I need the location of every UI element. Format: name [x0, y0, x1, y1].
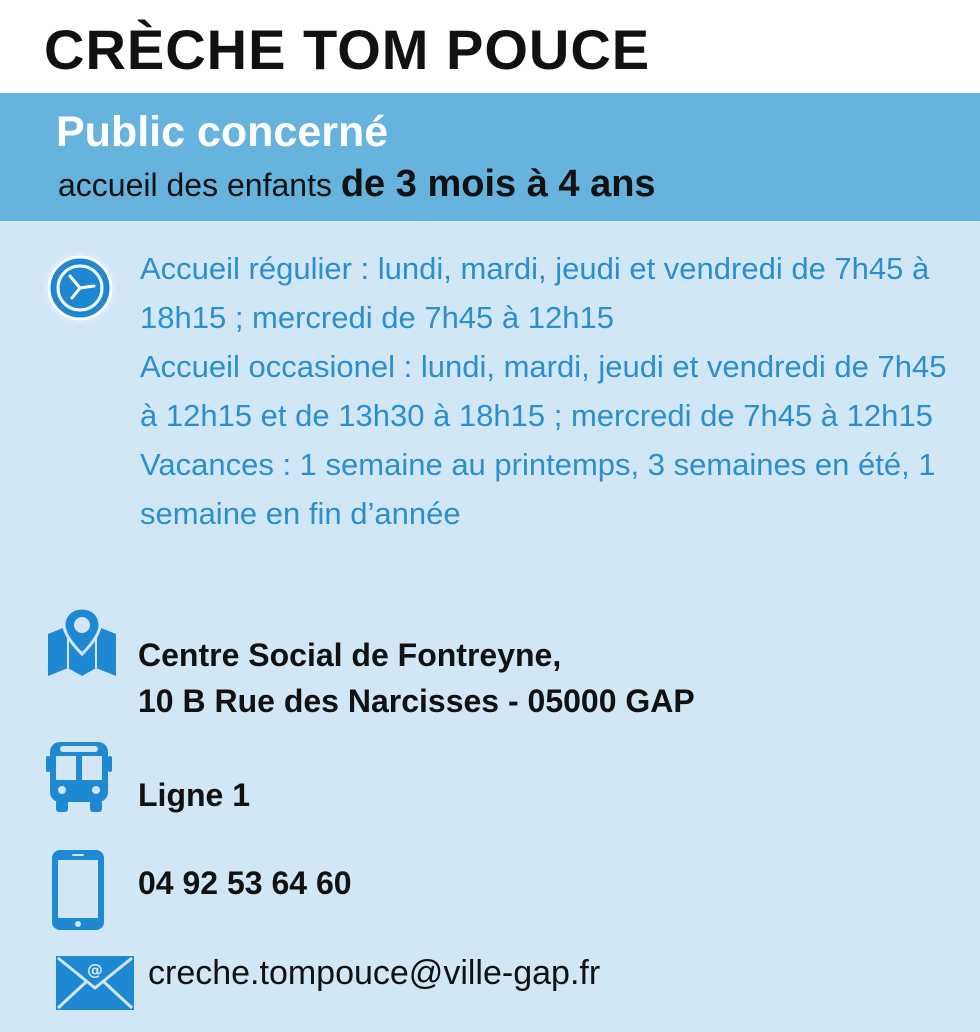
map-pin-icon	[46, 604, 118, 678]
clock-icon	[42, 250, 118, 326]
public-age-range: de 3 mois à 4 ans	[340, 163, 656, 205]
email-address[interactable]: creche.tompouce@ville-gap.fr	[148, 954, 601, 992]
page-title: CRÈCHE TOM POUCE	[44, 18, 651, 81]
envelope-icon	[54, 954, 136, 1012]
address	[138, 632, 695, 724]
public-subtitle	[58, 162, 656, 207]
hours-holidays: Vacances : 1 semaine au printemps, 3 semaines en été, 1 semaine en fin d’année	[140, 447, 936, 531]
hours-occasional: Accueil occasionel : lundi, mardi, jeudi et vendredi de 7h45 à 12h15 et de 13h30 à 18h15 ; mercredi de 7h45 à 12h15	[140, 349, 947, 433]
public-heading: Public concerné	[56, 108, 389, 156]
address-line-2: 10 B Rue des Narcisses - 05000 GAP	[138, 683, 695, 719]
opening-hours	[140, 244, 970, 538]
address-line-1: Centre Social de Fontreyne,	[138, 637, 562, 673]
bus-icon	[46, 740, 112, 814]
svg-text:@: @	[87, 960, 103, 979]
phone-number: 04 92 53 64 60	[138, 865, 352, 901]
hours-regular: Accueil régulier : lundi, mardi, jeudi et vendredi de 7h45 à 18h15 ; mercredi de 7h45 à 12h15	[140, 251, 930, 335]
phone-icon	[50, 848, 106, 932]
bus-line: Ligne 1	[138, 777, 251, 813]
public-sub-text: accueil des enfants	[58, 167, 332, 203]
